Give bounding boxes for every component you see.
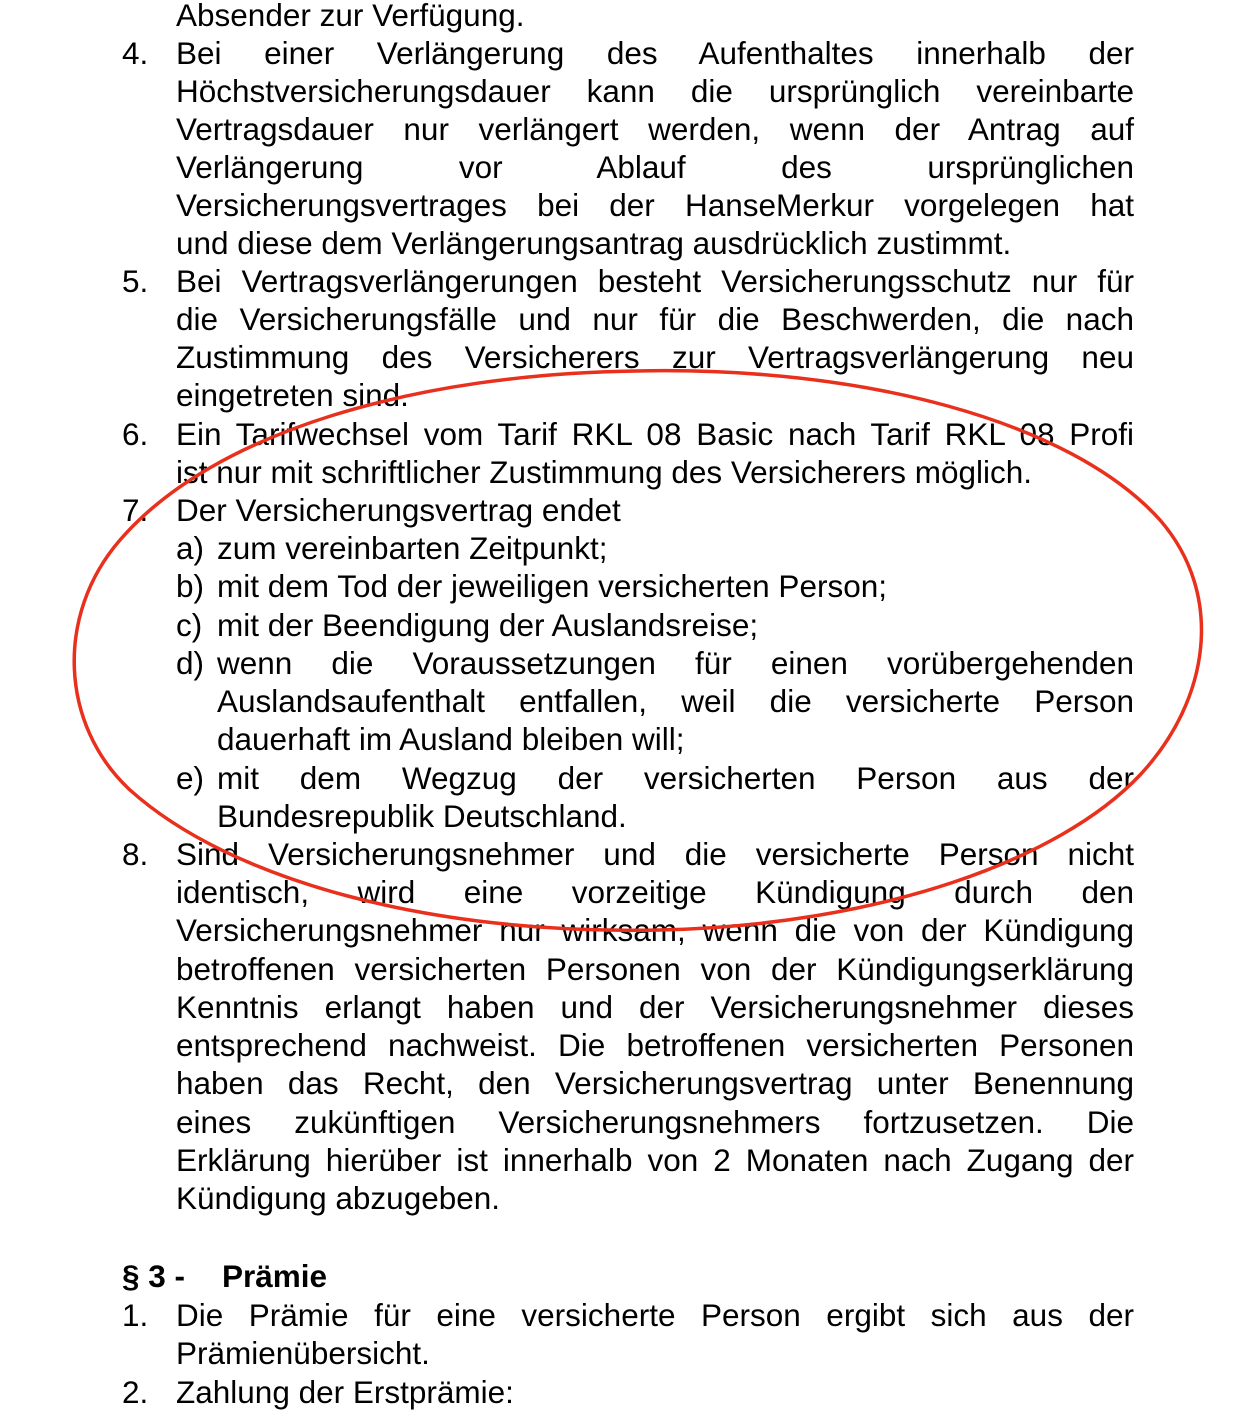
text-line: ist nur mit schriftlicher Zustimmung des Versicherers möglich. <box>176 454 1033 490</box>
text-line: mit dem Tod der jeweiligen versicherten Person; <box>217 568 887 604</box>
item-number: 2. <box>122 1374 149 1410</box>
text-line: Zahlung der Erstprämie: <box>176 1374 514 1410</box>
text-line: zum vereinbarten Zeitpunkt; <box>217 530 608 566</box>
text-line: die Versicherungsfälle und nur für die Beschwerden, die nach <box>176 301 1134 337</box>
text-line: Vertragsdauer nur verlängert werden, wenn der Antrag auf <box>176 111 1134 147</box>
item-number: 8. <box>122 836 149 872</box>
text-line: Bei Vertragsverlängerungen besteht Versicherungsschutz nur für <box>176 263 1134 299</box>
text-line: Zustimmung des Versicherers zur Vertragsverlängerung neu <box>176 339 1134 375</box>
text-line: Ein Tarifwechsel vom Tarif RKL 08 Basic nach Tarif RKL 08 Profi <box>176 416 1134 452</box>
text-line: Prämienübersicht. <box>176 1335 430 1371</box>
text-line: Versicherungsnehmer nur wirksam, wenn die von der Kündigung <box>176 912 1134 948</box>
item-number: 7. <box>122 492 149 528</box>
text-line: Bundesrepublik Deutschland. <box>217 798 627 834</box>
subitem-letter: d) <box>176 645 205 681</box>
text-line: entsprechend nachweist. Die betroffenen versicherten Personen <box>176 1027 1134 1063</box>
text-line: Kündigung abzugeben. <box>176 1180 501 1216</box>
text-line: Absender zur Verfügung. <box>176 0 525 33</box>
section-number: § 3 - <box>122 1258 186 1294</box>
text-line: haben das Recht, den Versicherungsvertrag unter Benennung <box>176 1065 1134 1101</box>
text-line: wenn die Voraussetzungen für einen vorübergehenden <box>217 645 1134 681</box>
item-number: 1. <box>122 1297 149 1333</box>
text-line: Versicherungsvertrages bei der HanseMerkur vorgelegen hat <box>176 187 1134 223</box>
text-line: Kenntnis erlangt haben und der Versicherungsnehmer dieses <box>176 989 1134 1025</box>
text-line: betroffenen versicherten Personen von der Kündigungserklärung <box>176 951 1134 987</box>
subitem-letter: b) <box>176 568 205 604</box>
text-line: Der Versicherungsvertrag endet <box>176 492 621 528</box>
text-line: und diese dem Verlängerungsantrag ausdrücklich zustimmt. <box>176 225 1012 261</box>
text-line: Bei einer Verlängerung des Aufenthaltes innerhalb der <box>176 35 1134 71</box>
text-line: Die Prämie für eine versicherte Person ergibt sich aus der <box>176 1297 1134 1333</box>
text-line: eines zukünftigen Versicherungsnehmers fortzusetzen. Die <box>176 1104 1134 1140</box>
text-line: Erklärung hierüber ist innerhalb von 2 Monaten nach Zugang der <box>176 1142 1134 1178</box>
text-line: Höchstversicherungsdauer kann die ursprünglich vereinbarte <box>176 73 1134 109</box>
section-title: Prämie <box>222 1258 328 1294</box>
text-line: mit dem Wegzug der versicherten Person aus der <box>217 760 1134 796</box>
subitem-letter: e) <box>176 760 205 796</box>
text-line: dauerhaft im Ausland bleiben will; <box>217 721 685 757</box>
item-number: 5. <box>122 263 149 299</box>
item-number: 6. <box>122 416 149 452</box>
subitem-letter: c) <box>176 607 203 643</box>
subitem-letter: a) <box>176 530 205 566</box>
text-line: Auslandsaufenthalt entfallen, weil die versicherte Person <box>217 683 1134 719</box>
text-line: Verlängerung vor Ablauf des ursprünglichen <box>176 149 1134 185</box>
item-number: 4. <box>122 35 149 71</box>
text-line: identisch, wird eine vorzeitige Kündigung durch den <box>176 874 1134 910</box>
text-line: Sind Versicherungsnehmer und die versicherte Person nicht <box>176 836 1134 872</box>
text-line: mit der Beendigung der Auslandsreise; <box>217 607 759 643</box>
text-line: eingetreten sind. <box>176 377 409 413</box>
